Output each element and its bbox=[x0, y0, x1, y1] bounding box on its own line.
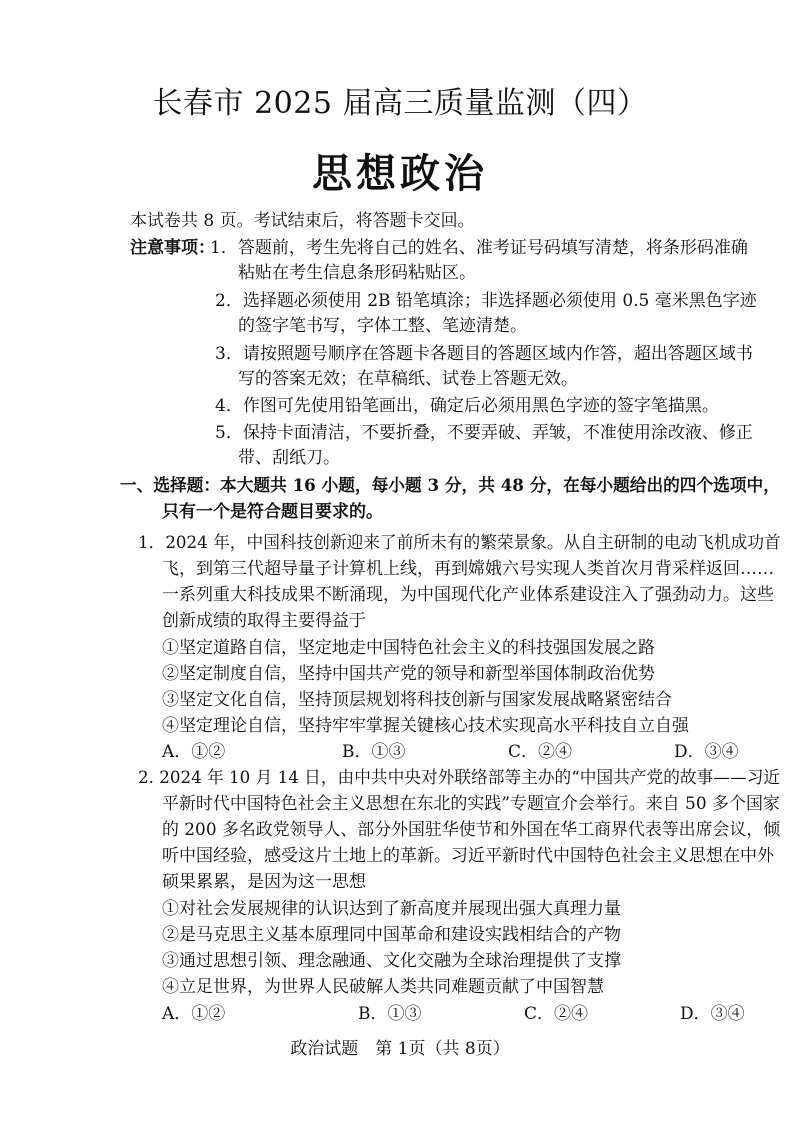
subject-title: 思想政治 bbox=[312, 151, 488, 197]
notice-item-cont: 粘贴在考生信息条形码粘贴区。 bbox=[238, 263, 476, 283]
question-1-option-c[interactable]: C．②④ bbox=[508, 742, 573, 762]
notice-item: 2．选择题必须使用 2B 铅笔填涂；非选择题必须使用 0.5 毫米黑色字迹 bbox=[215, 291, 757, 311]
question-2-statement: ④立足世界，为世界人民破解人类共同难题贡献了中国智慧 bbox=[162, 977, 604, 997]
question-1-stem: 创新成绩的取得主要得益于 bbox=[162, 611, 366, 631]
question-2-statement: ②是马克思主义基本原理同中国革命和建设实践相结合的产物 bbox=[162, 925, 621, 945]
question-2-option-b[interactable]: B．①③ bbox=[358, 1004, 422, 1024]
section-heading-cont: 只有一个是符合题目要求的。 bbox=[162, 502, 383, 522]
question-1-statement: ③坚定文化自信，坚持顶层规划将科技创新与国家发展战略紧密结合 bbox=[162, 690, 672, 710]
intro-text: 本试卷共 8 页。考试结束后，将答题卡交回。 bbox=[130, 211, 475, 231]
question-1-option-b[interactable]: B．①③ bbox=[342, 742, 406, 762]
notice-item: 4．作图可先使用铅笔画出，确定后必须用黑色字迹的签字笔描黑。 bbox=[215, 396, 719, 416]
notice-item: 3．请按照题号顺序在答题卡各题目的答题区域内作答，超出答题区域书 bbox=[215, 344, 753, 364]
notice-item-cont: 写的答案无效；在草稿纸、试卷上答题无效。 bbox=[238, 369, 578, 389]
notice-item: 5．保持卡面清洁，不要折叠，不要弄破、弄皱，不准使用涂改液、修正 bbox=[215, 423, 753, 443]
question-1-stem: 一系列重大科技成果不断涌现，为中国现代化产业体系建设注入了强劲动力。这些 bbox=[162, 585, 774, 605]
section-heading: 一、选择题：本大题共 16 小题，每小题 3 分，共 48 分，在每小题给出的四个选项中， bbox=[120, 476, 780, 496]
question-2-stem: 2. 2024 年 10 月 14 日，由中共中央对外联络部等主办的“中国共产党的故事——习近 bbox=[138, 768, 781, 788]
question-2-stem: 听中国经验，感受这片土地上的革新。习近平新时代中国特色社会主义思想在中外 bbox=[162, 846, 774, 866]
exam-title: 长春市 2025 届高三质量监测（四） bbox=[152, 86, 648, 121]
question-1-statement: ②坚定制度自信，坚持中国共产党的领导和新型举国体制政治优势 bbox=[162, 664, 655, 684]
question-2-stem: 硕果累累，是因为这一思想 bbox=[162, 872, 366, 892]
page-footer: 政治试题 第 1页（共 8页） bbox=[290, 1039, 510, 1059]
question-2-option-c[interactable]: C．②④ bbox=[524, 1004, 589, 1024]
question-1-option-d[interactable]: D．③④ bbox=[674, 742, 739, 762]
question-2-option-a[interactable]: A．①② bbox=[162, 1004, 226, 1024]
question-1-statement: ④坚定理论自信，坚持牢牢掌握关键核心技术实现高水平科技自立自强 bbox=[162, 716, 689, 736]
question-2-statement: ①对社会发展规律的认识达到了新高度并展现出强大真理力量 bbox=[162, 899, 621, 919]
notice-item-cont: 的签字笔书写，字体工整、笔迹清楚。 bbox=[238, 316, 527, 336]
question-1-statement: ①坚定道路自信，坚定地走中国特色社会主义的科技强国发展之路 bbox=[162, 638, 655, 658]
question-1-option-a[interactable]: A．①② bbox=[162, 742, 226, 762]
question-1-stem: 1．2024 年，中国科技创新迎来了前所未有的繁荣景象。从自主研制的电动飞机成功首 bbox=[138, 533, 781, 553]
question-1-stem: 飞，到第三代超导量子计算机上线，再到嫦娥六号实现人类首次月背采样返回…… bbox=[162, 559, 774, 579]
notice-item: 1．答题前，考生先将自己的姓名、准考证号码填写清楚，将条形码准确 bbox=[210, 238, 748, 258]
question-2-option-d[interactable]: D．③④ bbox=[680, 1004, 745, 1024]
notice-item-cont: 带、刮纸刀。 bbox=[238, 448, 340, 468]
question-2-stem: 的 200 多名政党领导人、部分外国驻华使节和外国在华工商界代表等出席会议，倾 bbox=[162, 820, 781, 840]
notice-label: 注意事项： bbox=[130, 238, 215, 258]
question-2-stem: 平新时代中国特色社会主义思想在东北的实践”专题宣介会举行。来自 50 多个国家 bbox=[162, 794, 780, 814]
question-2-statement: ③通过思想引领、理念融通、文化交融为全球治理提供了支撑 bbox=[162, 951, 621, 971]
